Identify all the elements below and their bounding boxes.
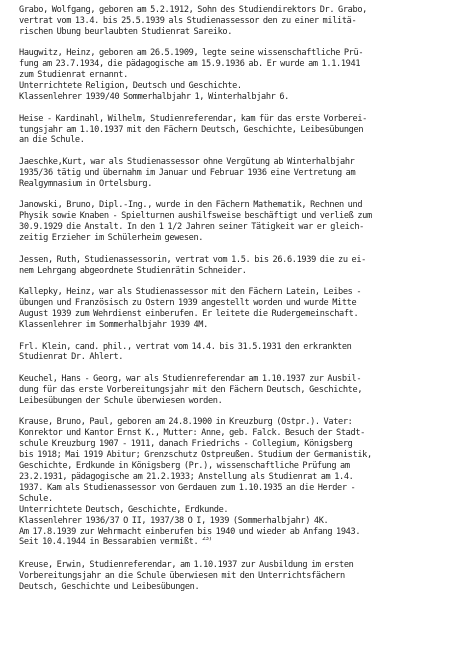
text-line: Leibesübungen der Schule überwiesen worden. <box>19 395 223 406</box>
biography-entry <box>19 5 445 38</box>
text-line: Konrektor und Kantor Ernst K., Mutter: Anne, geb. Falck. Besuch der Stadt- <box>19 428 365 439</box>
text-line: Heise - Kardinahl, Wilhelm, Studienreferendar, kam für das erste Vorberei- <box>19 113 367 124</box>
text-line: Schule. <box>19 493 53 504</box>
text-line: Seit 10.4.1944 in Bessarabien vermißt. $^{23)}$ <box>19 537 212 548</box>
text-line: Studienrat Dr. Ahlert. <box>19 352 124 363</box>
text-line: tungsjahr am 1.10.1937 mit den Fächern Deutsch, Geschichte, Leibesübungen <box>19 124 364 135</box>
text-line: übungen und Französisch zu Ostern 1939 angestellt worden und wurde Mitte <box>19 298 357 309</box>
text-line: bis 1918; Mai 1919 Abitur; Grenzschutz Ostpreußen. Studium der Germanistik, <box>19 450 372 461</box>
text-line: Kreuse, Erwin, Studienreferendar, am 1.10.1937 zur Ausbildung im ersten <box>19 560 354 571</box>
biography-entry <box>19 157 445 190</box>
biography-entry <box>19 287 445 331</box>
text-line: 23.2.1931, pädagogische am 21.2.1933; Anstellung als Studienrat am 1.4. <box>19 472 354 482</box>
text-line: August 1939 zum Wehrdienst einberufen. Er leitete die Rudergemeinschaft. <box>19 309 359 320</box>
biography-entry <box>19 342 445 364</box>
text-line: Realgymnasium in Ortelsburg. <box>19 178 153 189</box>
biography-entry <box>19 374 445 407</box>
text-line: nem Lehrgang abgeordnete Studienrätin Schneider. <box>19 265 247 276</box>
text-line: Frl. Klein, cand. phil., vertrat vom 14.4. bis 31.5.1931 den erkrankten <box>19 341 352 352</box>
text-line: Kallepky, Heinz, war als Studienassessor mit den Fächern Latein, Leibes - <box>19 287 362 298</box>
text-line: an die Schule. <box>19 135 85 146</box>
text-line: Unterrichtete Deutsch, Geschichte, Erdkunde. <box>19 504 229 515</box>
text-line: zum Studienrat ernannt. <box>19 70 128 81</box>
text-line: Deutsch, Geschichte und Leibesübungen. <box>19 581 200 592</box>
text-line: 30.9.1929 die Anstalt. In den 1 1/2 Jahren seiner Tätigkeit war er gleich- <box>19 222 364 233</box>
text-line: fung am 23.7.1934, die pädagogische am 15.9.1936 ab. Er wurde am 1.1.1941 <box>19 59 361 70</box>
text-line: vertrat vom 13.4. bis 25.5.1939 als Studienassessor den zu einer militä- <box>19 15 357 26</box>
text-line: Unterrichtete Religion, Deutsch und Geschichte. <box>19 81 242 92</box>
text-line: Klassenlehrer 1936/37 O II, 1937/38 O I, 1939 (Sommerhalbjahr) 4K. <box>19 515 329 526</box>
text-line: Grabo, Wolfgang, geboren am 5.2.1912, Sohn des Studiendirektors Dr. Grabo, <box>19 5 367 15</box>
text-line: Janowski, Bruno, Dipl.-Ing., wurde in den Fächern Mathematik, Rechnen und <box>19 200 363 211</box>
text-line: Krause, Bruno, Paul, geboren am 24.8.1900 in Kreuzburg (Ostpr.). Vater: <box>19 417 353 428</box>
text-line: Physik sowie Knaben - Spielturnen aushilfsweise beschäftigt und verließ zum <box>19 211 372 222</box>
biography-entry <box>19 417 445 549</box>
biography-entry <box>19 48 445 103</box>
text-line: 1935/36 tätig und übernahm im Januar und Februar 1936 eine Vertretung am <box>19 167 356 178</box>
text-line: dung für das erste Vorbereitungsjahr mit den Fächern Deutsch, Geschichte, <box>19 384 363 395</box>
text-line: Am 17.8.1939 zur Wehrmacht einberufen bis 1940 und wieder ab Anfang 1943. <box>19 526 361 537</box>
text-line: Jessen, Ruth, Studienassessorin, vertrat vom 1.5. bis 26.6.1939 die zu ei- <box>19 254 366 265</box>
text-line: Geschichte, Erdkunde in Königsberg (Pr.), wissenschaftliche Prüfung am <box>19 461 350 472</box>
text-line: Klassenlehrer 1939/40 Sommerhalbjahr 1, Winterhalbjahr 6. <box>19 92 289 103</box>
text-line: Klassenlehrer im Sommerhalbjahr 1939 4M. <box>19 319 208 330</box>
text-line: Vorbereitungsjahr an die Schule überwiesen mit den Unterrichtsfächern <box>19 570 345 581</box>
text-line: rischen Übung beurlaubten Studienrat Sareiko. <box>19 26 233 37</box>
biography-entry <box>19 200 445 244</box>
biography-entry <box>19 114 445 147</box>
text-line: Haugwitz, Heinz, geboren am 26.5.1909, legte seine wissenschaftliche Prü- <box>19 48 364 59</box>
biography-entry <box>19 255 445 277</box>
text-line: zeitig Erzieher im Schülerheim gewesen. <box>19 233 204 244</box>
text-line: Jaeschke,Kurt, war als Studienassessor ohne Vergütung ab Winterhalbjahr <box>19 157 355 168</box>
footnote-marker: 23) <box>202 537 212 543</box>
biography-entry <box>19 560 445 593</box>
text-line: Keuchel, Hans - Georg, war als Studienreferendar am 1.10.1937 zur Ausbil- <box>19 374 362 385</box>
text-line: schule Kreuzburg 1907 - 1911, danach Friedrichs - Collegium, Königsberg <box>19 439 353 450</box>
text-line: 1937. Kam als Studienassessor von Gerdauen zum 1.10.1935 an die Herder - <box>19 482 356 493</box>
